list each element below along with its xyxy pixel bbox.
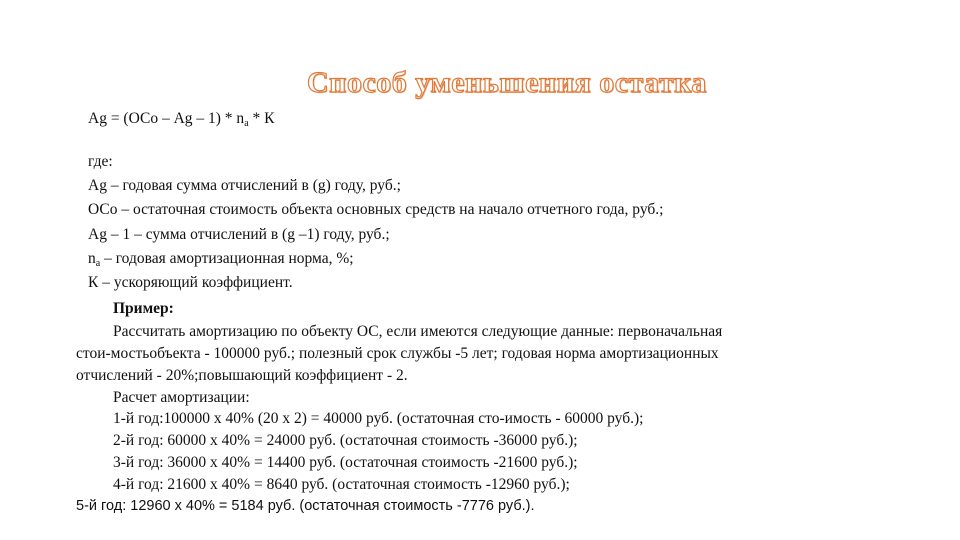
where-label: где: xyxy=(88,153,113,170)
year-3: 3-й год: 36000 х 40% = 14400 руб. (остаточная стоимость -21600 руб.); xyxy=(113,454,578,471)
example-line-2: стои-мостьобъекта - 100000 руб.; полезный срок службы -5 лет; годовая норма амортизационных xyxy=(76,345,719,362)
na-subscript: а xyxy=(95,258,101,269)
year-4: 4-й год: 21600 х 40% = 8640 руб. (остаточная стоимость -12960 руб.); xyxy=(113,476,570,493)
example-heading: Пример: xyxy=(113,300,174,317)
formula xyxy=(88,110,274,128)
year-2: 2-й год: 60000 х 40% = 24000 руб. (остаточная стоимость -36000 руб.); xyxy=(113,432,578,449)
na-symbol: n xyxy=(88,250,96,267)
na-text: – годовая амортизационная норма, %; xyxy=(100,250,354,267)
definition-k: К – ускоряющий коэффициент. xyxy=(88,274,293,291)
year-5: 5-й год: 12960 х 40% = 5184 руб. (остаточная стоимость -7776 руб.). xyxy=(76,498,535,514)
definition-ag: Ag – годовая сумма отчислений в (g) году, руб.; xyxy=(88,177,401,194)
formula-left: Ag = (ОСо – Ag – 1) * n xyxy=(88,110,245,127)
year-1: 1-й год:100000 х 40% (20 х 2) = 40000 руб. (остаточная сто-имость - 60000 руб.); xyxy=(113,410,644,427)
formula-right: * К xyxy=(248,110,275,127)
definition-na xyxy=(88,250,354,268)
example-line-3: отчислений - 20%;повышающий коэффициент - 2. xyxy=(76,367,408,384)
definition-ag1: Ag – 1 – сумма отчислений в (g –1) году, руб.; xyxy=(88,226,390,243)
slide-title: Способ уменьшения остатка xyxy=(307,66,707,99)
formula-subscript: a xyxy=(244,118,249,129)
calc-heading: Расчет амортизации: xyxy=(113,389,250,406)
example-line-1: Рассчитать амортизацию по объекту ОС, если имеются следующие данные: первоначальная xyxy=(113,323,723,340)
definition-oco: ОСо – остаточная стоимость объекта основных средств на начало отчетного года, руб.; xyxy=(88,201,664,218)
